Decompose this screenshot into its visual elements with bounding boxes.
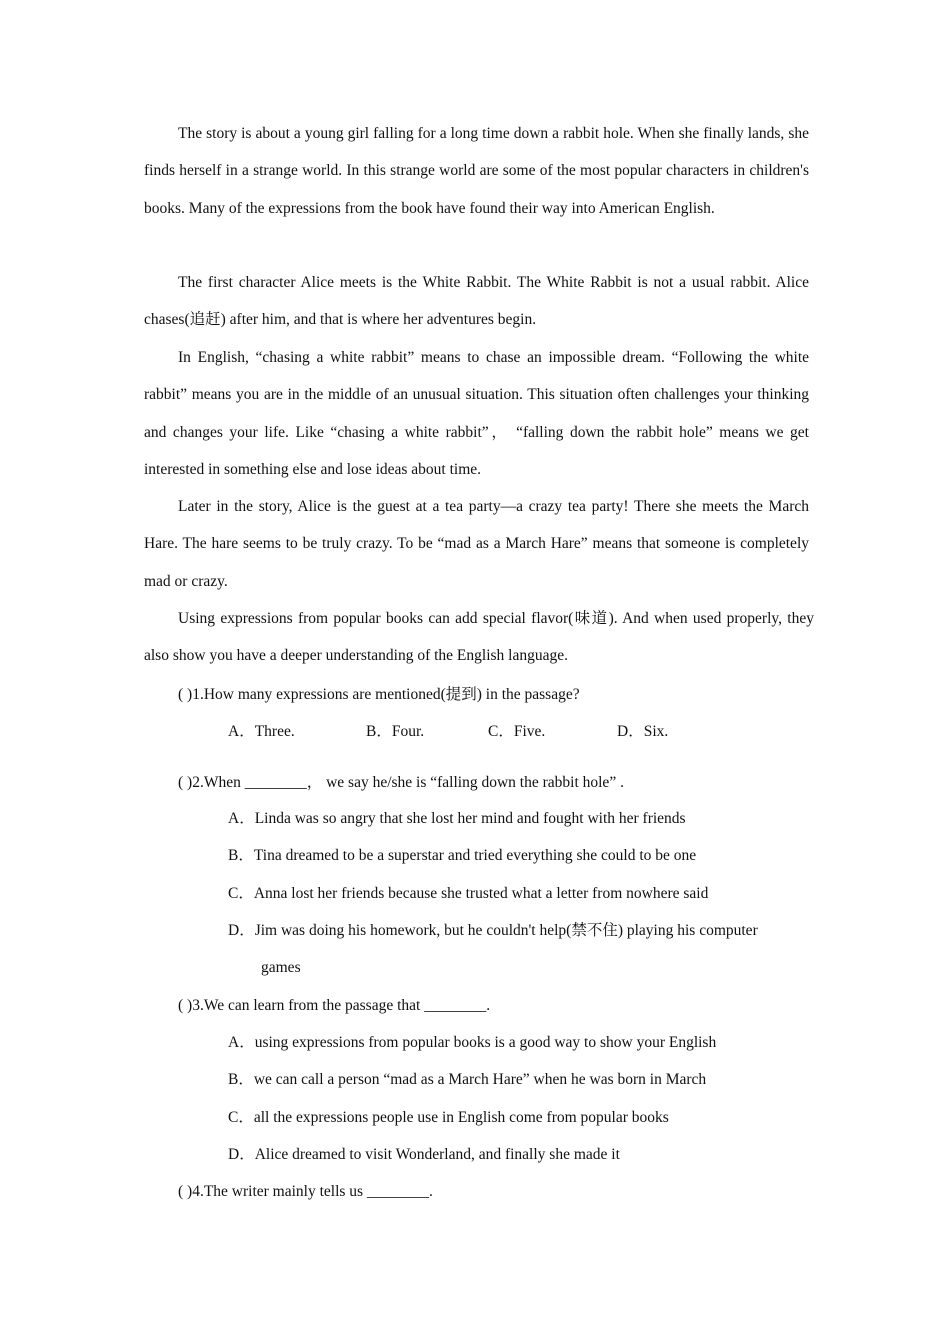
- question-3-option-a: A．using expressions from popular books is a good way to show your English: [228, 1034, 717, 1051]
- question-4-stem: ( )4.The writer mainly tells us ________.: [178, 1183, 433, 1200]
- question-1-stem: ( )1.How many expressions are mentioned(提到) in the passage?: [178, 686, 580, 703]
- passage-paragraph-1: The story is about a young girl falling for a long time down a rabbit hole. When she finally lands, she finds herself in a strange world. In this strange world are some of the most popular characters in children's books. Many of the expressions from the book have found their way into American English.: [144, 125, 809, 217]
- question-2-option-d: D．Jim was doing his homework, but he couldn't help(禁不住) playing his computer: [228, 922, 758, 939]
- question-2-option-d-continuation: games: [261, 959, 301, 976]
- passage-paragraph-5: Using expressions from popular books can add special flavor(味道). And when used properly, they also show you have a deeper understanding of the English language.: [144, 610, 814, 665]
- question-1-option-c: C．Five.: [488, 723, 546, 740]
- question-3-option-b: B．we can call a person “mad as a March Hare” when he was born in March: [228, 1071, 707, 1088]
- question-2-stem: ( )2.When ________， we say he/she is “falling down the rabbit hole” .: [178, 774, 624, 791]
- question-1-option-a: A．Three.: [228, 723, 295, 740]
- question-3-stem: ( )3.We can learn from the passage that ________.: [178, 997, 491, 1014]
- question-2-option-b: B．Tina dreamed to be a superstar and tried everything she could to be one: [228, 847, 697, 864]
- passage-paragraph-4: Later in the story, Alice is the guest at a tea party—a crazy tea party! There she meets the March Hare. The hare seems to be truly crazy. To be “mad as a March Hare” means that someone is completely mad or crazy.: [144, 498, 809, 590]
- question-1-option-b: B．Four.: [366, 723, 425, 740]
- passage-paragraph-3: In English, “chasing a white rabbit” means to chase an impossible dream. “Following the white rabbit” means you are in the middle of an unusual situation. This situation often challenges your thinking and changes your life. Like “chasing a white rabbit”， “falling down the rabbit hole” means we get interested in something else and lose ideas about time.: [144, 349, 809, 478]
- question-3-option-c: C．all the expressions people use in English come from popular books: [228, 1109, 669, 1126]
- question-1-option-d: D．Six.: [617, 723, 669, 740]
- question-3-option-d: D．Alice dreamed to visit Wonderland, and finally she made it: [228, 1146, 620, 1163]
- passage-paragraph-2: The first character Alice meets is the White Rabbit. The White Rabbit is not a usual rabbit. Alice chases(追赶) after him, and that is where her adventures begin.: [144, 274, 809, 329]
- question-2-option-c: C．Anna lost her friends because she trusted what a letter from nowhere said: [228, 885, 709, 902]
- question-2-option-a: A．Linda was so angry that she lost her mind and fought with her friends: [228, 810, 686, 827]
